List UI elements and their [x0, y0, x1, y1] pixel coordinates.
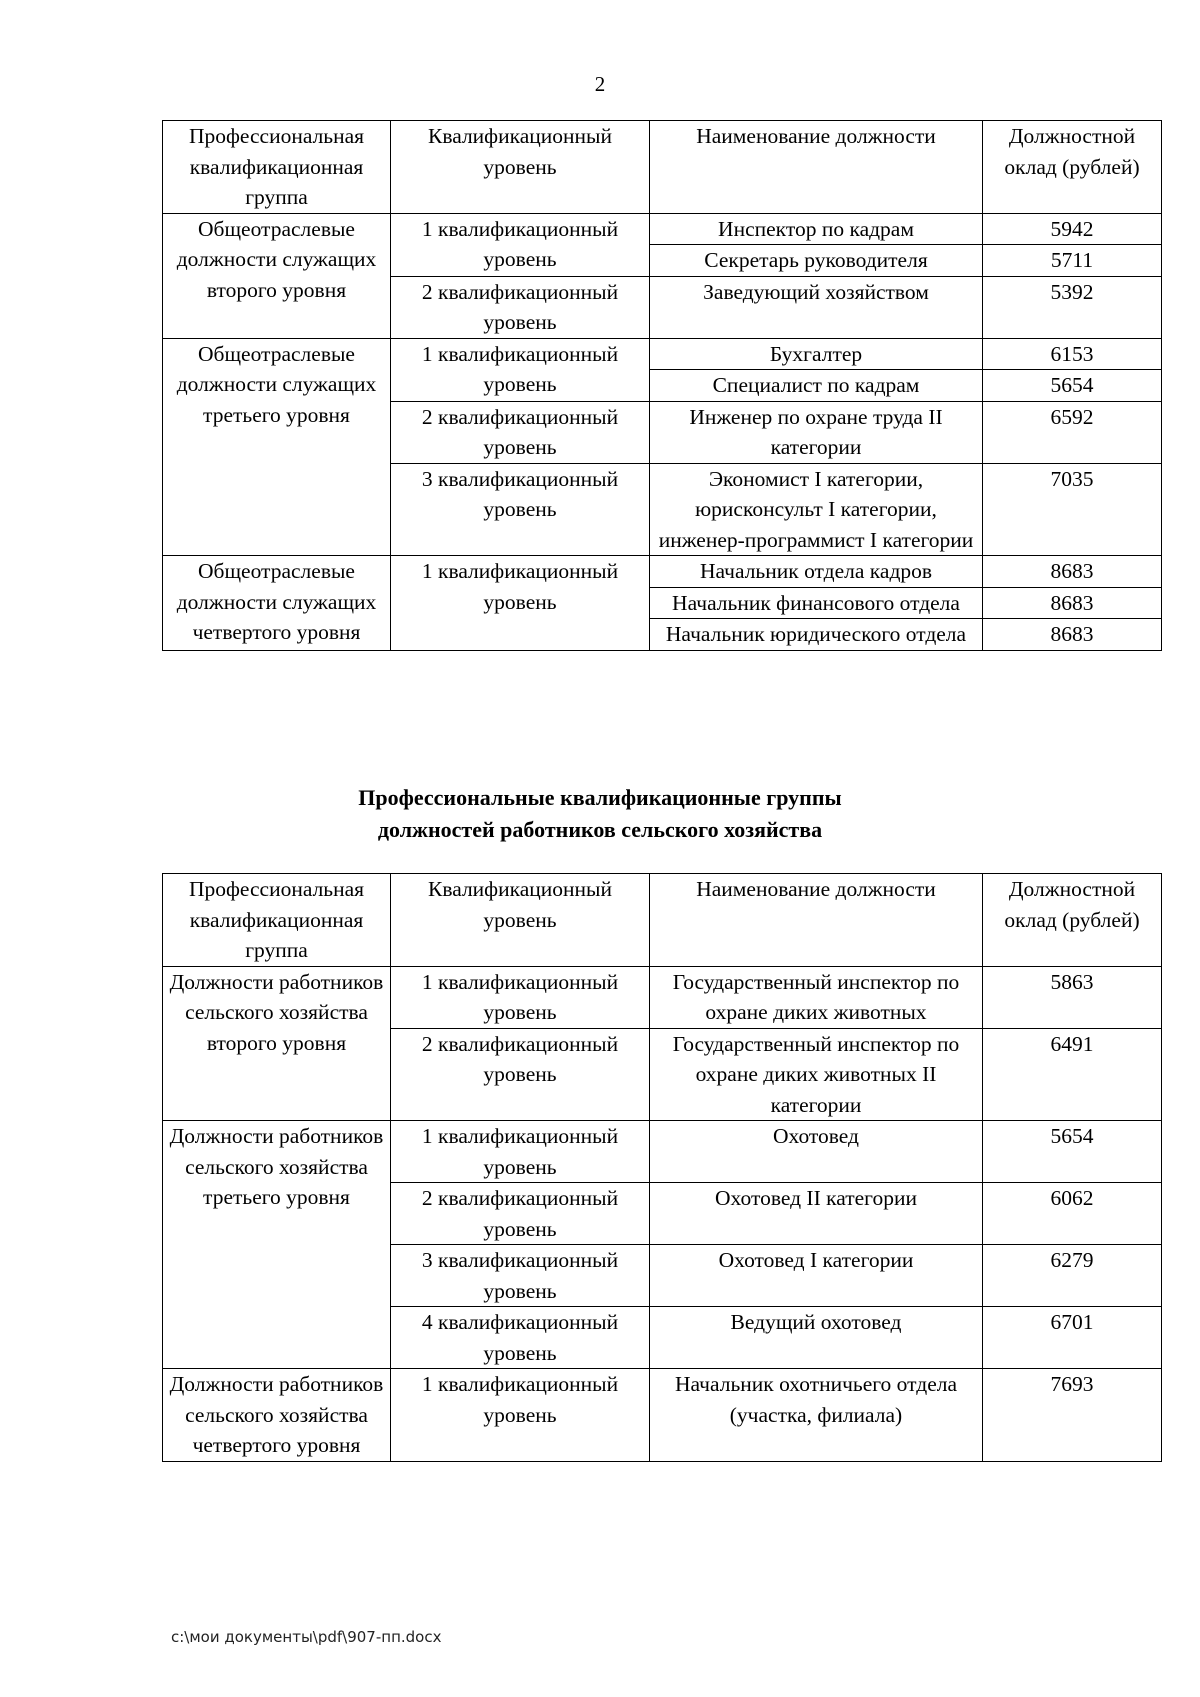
salary-cell: 7693: [983, 1369, 1162, 1462]
level-cell: 1 квалификационный уровень: [391, 556, 650, 651]
position-cell: Инспектор по кадрам: [650, 213, 983, 245]
level-cell: 2 квалификационный уровень: [391, 1183, 650, 1245]
salary-cell: 5863: [983, 966, 1162, 1028]
level-cell: 2 квалификационный уровень: [391, 1028, 650, 1121]
salary-cell: 8683: [983, 619, 1162, 651]
level-cell: 1 квалификационный уровень: [391, 338, 650, 401]
header-position: Наименование должности: [650, 874, 983, 967]
group-cell: Должности работников сельского хозяйства четвертого уровня: [163, 1369, 391, 1462]
level-cell: 2 квалификационный уровень: [391, 276, 650, 338]
table-header-row: [163, 121, 1162, 214]
table-row: [163, 1121, 1162, 1183]
group-cell: Общеотраслевые должности служащих четвертого уровня: [163, 556, 391, 651]
position-cell: Начальник финансового отдела: [650, 587, 983, 619]
table-row: [163, 966, 1162, 1028]
page-number: 2: [594, 72, 606, 96]
salary-cell: 5711: [983, 245, 1162, 277]
table-row: [163, 213, 1162, 245]
header-position: Наименование должности: [650, 121, 983, 214]
level-cell: 2 квалификационный уровень: [391, 401, 650, 463]
position-cell: Специалист по кадрам: [650, 370, 983, 402]
salary-cell: 8683: [983, 556, 1162, 588]
position-cell: Государственный инспектор по охране диких животных: [650, 966, 983, 1028]
level-cell: 3 квалификационный уровень: [391, 1245, 650, 1307]
header-level: Квалификационный уровень: [391, 874, 650, 967]
table-row: [163, 1369, 1162, 1462]
header-salary: Должностной оклад (рублей): [983, 874, 1162, 967]
position-cell: Охотовед I категории: [650, 1245, 983, 1307]
position-cell: Экономист I категории, юрисконсульт I категории, инженер-программист I категории: [650, 463, 983, 556]
position-cell: Начальник охотничьего отдела (участка, филиала): [650, 1369, 983, 1462]
position-cell: Бухгалтер: [650, 338, 983, 370]
salary-cell: 6701: [983, 1307, 1162, 1369]
level-cell: 1 квалификационный уровень: [391, 213, 650, 276]
salary-cell: 6062: [983, 1183, 1162, 1245]
level-cell: 1 квалификационный уровень: [391, 966, 650, 1028]
table-row: [163, 338, 1162, 370]
position-cell: Секретарь руководителя: [650, 245, 983, 277]
group-cell: Общеотраслевые должности служащих второго уровня: [163, 213, 391, 338]
salary-cell: 6491: [983, 1028, 1162, 1121]
level-cell: 1 квалификационный уровень: [391, 1121, 650, 1183]
table-row: [163, 556, 1162, 588]
header-salary: Должностной оклад (рублей): [983, 121, 1162, 214]
position-cell: Ведущий охотовед: [650, 1307, 983, 1369]
salary-cell: 5392: [983, 276, 1162, 338]
group-cell: Общеотраслевые должности служащих третьего уровня: [163, 338, 391, 556]
salary-cell: 6592: [983, 401, 1162, 463]
position-cell: Инженер по охране труда II категории: [650, 401, 983, 463]
salary-cell: 6153: [983, 338, 1162, 370]
position-cell: Охотовед: [650, 1121, 983, 1183]
salary-cell: 7035: [983, 463, 1162, 556]
position-cell: Начальник отдела кадров: [650, 556, 983, 588]
salary-cell: 5654: [983, 1121, 1162, 1183]
group-cell: Должности работников сельского хозяйства третьего уровня: [163, 1121, 391, 1369]
footer-file-path: c:\мои документы\pdf\907-пп.docx: [171, 1628, 442, 1646]
header-group: Профессиональная квалификационная группа: [163, 874, 391, 967]
table-header-row: [163, 874, 1162, 967]
level-cell: 1 квалификационный уровень: [391, 1369, 650, 1462]
section-heading-line-1: Профессиональные квалификационные группы: [358, 785, 842, 810]
position-cell: Государственный инспектор по охране диких животных II категории: [650, 1028, 983, 1121]
header-level: Квалификационный уровень: [391, 121, 650, 214]
salary-table-general: [162, 120, 1162, 651]
position-cell: Начальник юридического отдела: [650, 619, 983, 651]
salary-cell: 6279: [983, 1245, 1162, 1307]
salary-cell: 5654: [983, 370, 1162, 402]
section-heading: [0, 782, 1200, 846]
salary-cell: 8683: [983, 587, 1162, 619]
level-cell: 4 квалификационный уровень: [391, 1307, 650, 1369]
header-group: Профессиональная квалификационная группа: [163, 121, 391, 214]
section-heading-line-2: должностей работников сельского хозяйства: [377, 817, 823, 842]
salary-cell: 5942: [983, 213, 1162, 245]
level-cell: 3 квалификационный уровень: [391, 463, 650, 556]
group-cell: Должности работников сельского хозяйства второго уровня: [163, 966, 391, 1121]
position-cell: Охотовед II категории: [650, 1183, 983, 1245]
position-cell: Заведующий хозяйством: [650, 276, 983, 338]
salary-table-agriculture: [162, 873, 1162, 1462]
